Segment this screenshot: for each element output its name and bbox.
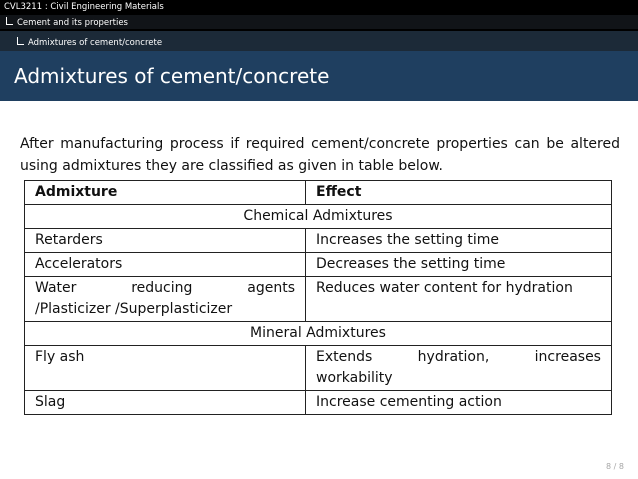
title-bar [0, 51, 638, 101]
tree-elbow-icon [6, 17, 13, 25]
admixture-effect: Increase cementing action [306, 391, 612, 415]
admixture-effect: Reduces water content for hydration [306, 277, 612, 322]
word: agents [247, 280, 295, 296]
admixture-effect [306, 346, 612, 391]
admixture-effect-line: workability [316, 370, 393, 386]
breadcrumb-section[interactable] [6, 17, 128, 28]
word: Extends [316, 349, 373, 365]
table-header-row [25, 181, 612, 205]
admixture-name-line [35, 278, 295, 299]
admixture-effect-line [316, 347, 601, 368]
header-effect: Effect [306, 181, 612, 205]
tree-elbow-icon [17, 37, 24, 45]
breadcrumb-subsection[interactable] [17, 37, 162, 48]
table-row [25, 253, 612, 277]
mineral-admixtures-heading: Mineral Admixtures [25, 322, 612, 346]
breadcrumb-section-label: Cement and its properties [17, 18, 128, 28]
admixture-name: Accelerators [25, 253, 306, 277]
breadcrumb-course[interactable]: CVL3211 : Civil Engineering Materials [4, 2, 164, 12]
chemical-admixtures-heading: Chemical Admixtures [25, 205, 612, 229]
admixture-name: Slag [25, 391, 306, 415]
header-admixture: Admixture [25, 181, 306, 205]
chemical-heading-row [25, 205, 612, 229]
table-row [25, 391, 612, 415]
table-row [25, 277, 612, 322]
intro-paragraph: After manufacturing process if required cement/concrete properties can be altered using admixtures they are classified as given in table below. [20, 136, 620, 174]
page-title: Admixtures of cement/concrete [14, 64, 330, 88]
admixture-name [25, 277, 306, 322]
word: increases [534, 349, 601, 365]
breadcrumb [0, 0, 638, 51]
admixture-name: Retarders [25, 229, 306, 253]
page-number: 8 / 8 [606, 462, 624, 471]
admixture-name-line: /Plasticizer /Superplasticizer [35, 301, 233, 317]
admixture-name: Fly ash [25, 346, 306, 391]
admixture-effect: Increases the setting time [306, 229, 612, 253]
word: hydration, [417, 349, 490, 365]
breadcrumb-subsection-label: Admixtures of cement/concrete [28, 38, 163, 48]
admixture-effect: Decreases the setting time [306, 253, 612, 277]
table-row [25, 229, 612, 253]
table-row [25, 346, 612, 391]
admixtures-table [24, 180, 612, 415]
mineral-heading-row [25, 322, 612, 346]
word: Water [35, 280, 77, 296]
word: reducing [131, 280, 193, 296]
